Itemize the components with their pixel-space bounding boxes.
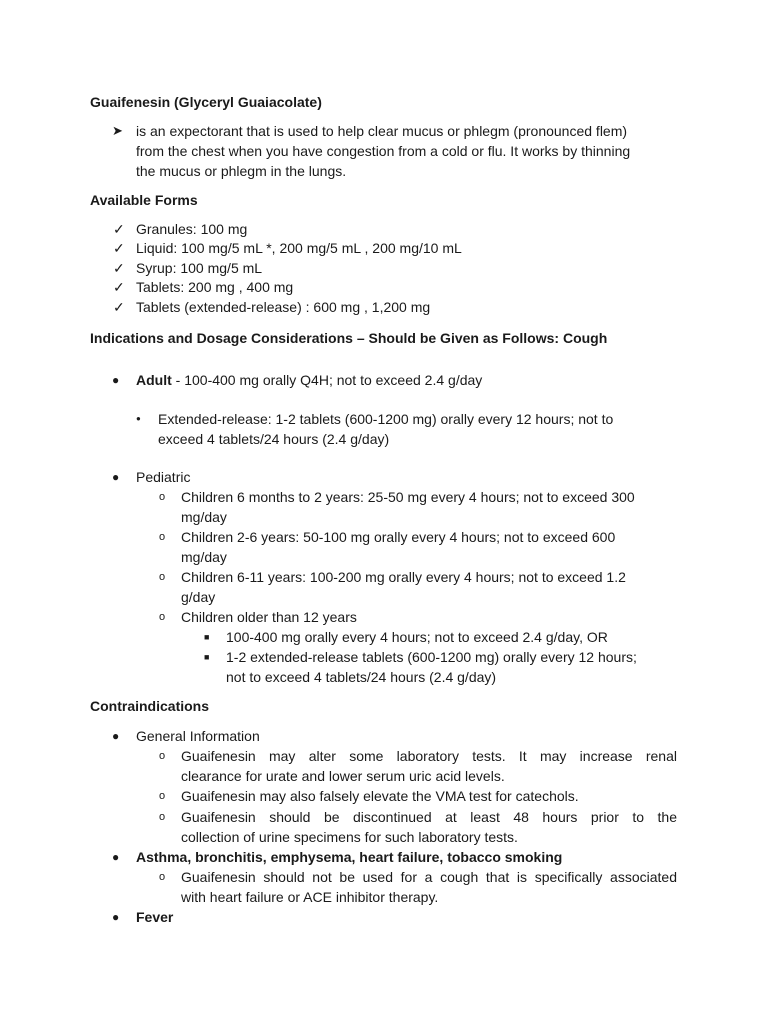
adult-label: Adult <box>136 372 172 388</box>
pediatric-item: Children 2-6 years: 50-100 mg orally every 4 hours; not to exceed 600 <box>181 529 616 545</box>
circle-bullet-icon: o <box>159 571 166 583</box>
contraindication-line: Guaifenesin may alter some laboratory tests. It may increase renal <box>181 748 677 764</box>
contraindication-line: Guaifenesin should be discontinued at least 48 hours prior to the <box>181 809 677 825</box>
bullet-dot-icon: ● <box>112 470 120 484</box>
intro-line: the mucus or phlegm in the lungs. <box>136 163 347 179</box>
bullet-dot-icon: ● <box>112 910 120 924</box>
form-item: Liquid: 100 mg/5 mL *, 200 mg/5 mL , 200 mg/10 mL <box>136 240 462 256</box>
form-item: Tablets (extended-release) : 600 mg , 1,200 mg <box>136 299 431 315</box>
pediatric-item: mg/day <box>181 549 227 565</box>
circle-bullet-icon: o <box>159 871 166 883</box>
section-heading-indications: Indications and Dosage Considerations – Should be Given as Follows: Cough <box>90 330 608 346</box>
section-heading-forms: Available Forms <box>90 192 198 208</box>
intro-line: is an expectorant that is used to help clear mucus or phlegm (pronounced flem) <box>136 123 628 139</box>
bullet-dot-icon: ● <box>112 850 120 864</box>
pediatric-item: Children 6 months to 2 years: 25-50 mg every 4 hours; not to exceed 300 <box>181 489 635 505</box>
adult-text: - 100-400 mg orally Q4H; not to exceed 2.4 g/day <box>171 372 483 388</box>
document-title: Guaifenesin (Glyceryl Guaiacolate) <box>90 94 322 110</box>
square-bullet-icon: ■ <box>204 652 210 662</box>
extended-release-line: exceed 4 tablets/24 hours (2.4 g/day) <box>158 431 390 447</box>
checkmark-icon: ✓ <box>113 221 125 237</box>
bullet-dot-icon: ● <box>112 373 120 387</box>
contraindication-line: Guaifenesin may also falsely elevate the VMA test for catechols. <box>181 788 579 804</box>
older-children-item: 1-2 extended-release tablets (600-1200 mg) orally every 12 hours; <box>226 649 637 665</box>
circle-bullet-icon: o <box>159 611 166 623</box>
checkmark-icon: ✓ <box>113 299 125 315</box>
circle-bullet-icon: o <box>159 811 166 823</box>
extended-release-line: Extended-release: 1-2 tablets (600-1200 mg) orally every 12 hours; not to <box>158 411 614 427</box>
contraindication-line: clearance for urate and lower serum uric acid levels. <box>181 768 505 784</box>
contraindication-line: collection of urine specimens for such laboratory tests. <box>181 829 518 845</box>
pediatric-item: Children older than 12 years <box>181 609 357 625</box>
asthma-label: Asthma, bronchitis, emphysema, heart failure, tobacco smoking <box>136 849 563 865</box>
adult-dosage <box>136 370 482 390</box>
checkmark-icon: ✓ <box>113 279 125 295</box>
square-bullet-icon: ■ <box>204 632 210 642</box>
older-children-item: 100-400 mg orally every 4 hours; not to exceed 2.4 g/day, OR <box>226 629 608 645</box>
form-item: Syrup: 100 mg/5 mL <box>136 260 263 276</box>
checkmark-icon: ✓ <box>113 260 125 276</box>
arrow-bullet-icon: ➤ <box>112 123 123 138</box>
form-item: Tablets: 200 mg , 400 mg <box>136 279 294 295</box>
pediatric-item: mg/day <box>181 509 227 525</box>
checkmark-icon: ✓ <box>113 240 125 256</box>
bullet-dot-icon: ● <box>112 729 120 743</box>
pediatric-label: Pediatric <box>136 469 191 485</box>
bullet-dot-icon: ● <box>136 414 141 423</box>
form-item: Granules: 100 mg <box>136 221 248 237</box>
contraindication-line: Guaifenesin should not be used for a cough that is specifically associated <box>181 869 677 885</box>
circle-bullet-icon: o <box>159 750 166 762</box>
section-heading-contraindications: Contraindications <box>90 698 210 714</box>
older-children-item: not to exceed 4 tablets/24 hours (2.4 g/day) <box>226 669 497 685</box>
circle-bullet-icon: o <box>159 531 166 543</box>
circle-bullet-icon: o <box>159 491 166 503</box>
pediatric-item: Children 6-11 years: 100-200 mg orally every 4 hours; not to exceed 1.2 <box>181 569 626 585</box>
intro-line: from the chest when you have congestion from a cold or flu. It works by thinning <box>136 143 631 159</box>
fever-label: Fever <box>136 909 174 925</box>
general-info-label: General Information <box>136 728 260 744</box>
contraindication-line: with heart failure or ACE inhibitor therapy. <box>181 889 439 905</box>
pediatric-item: g/day <box>181 589 216 605</box>
circle-bullet-icon: o <box>159 790 166 802</box>
